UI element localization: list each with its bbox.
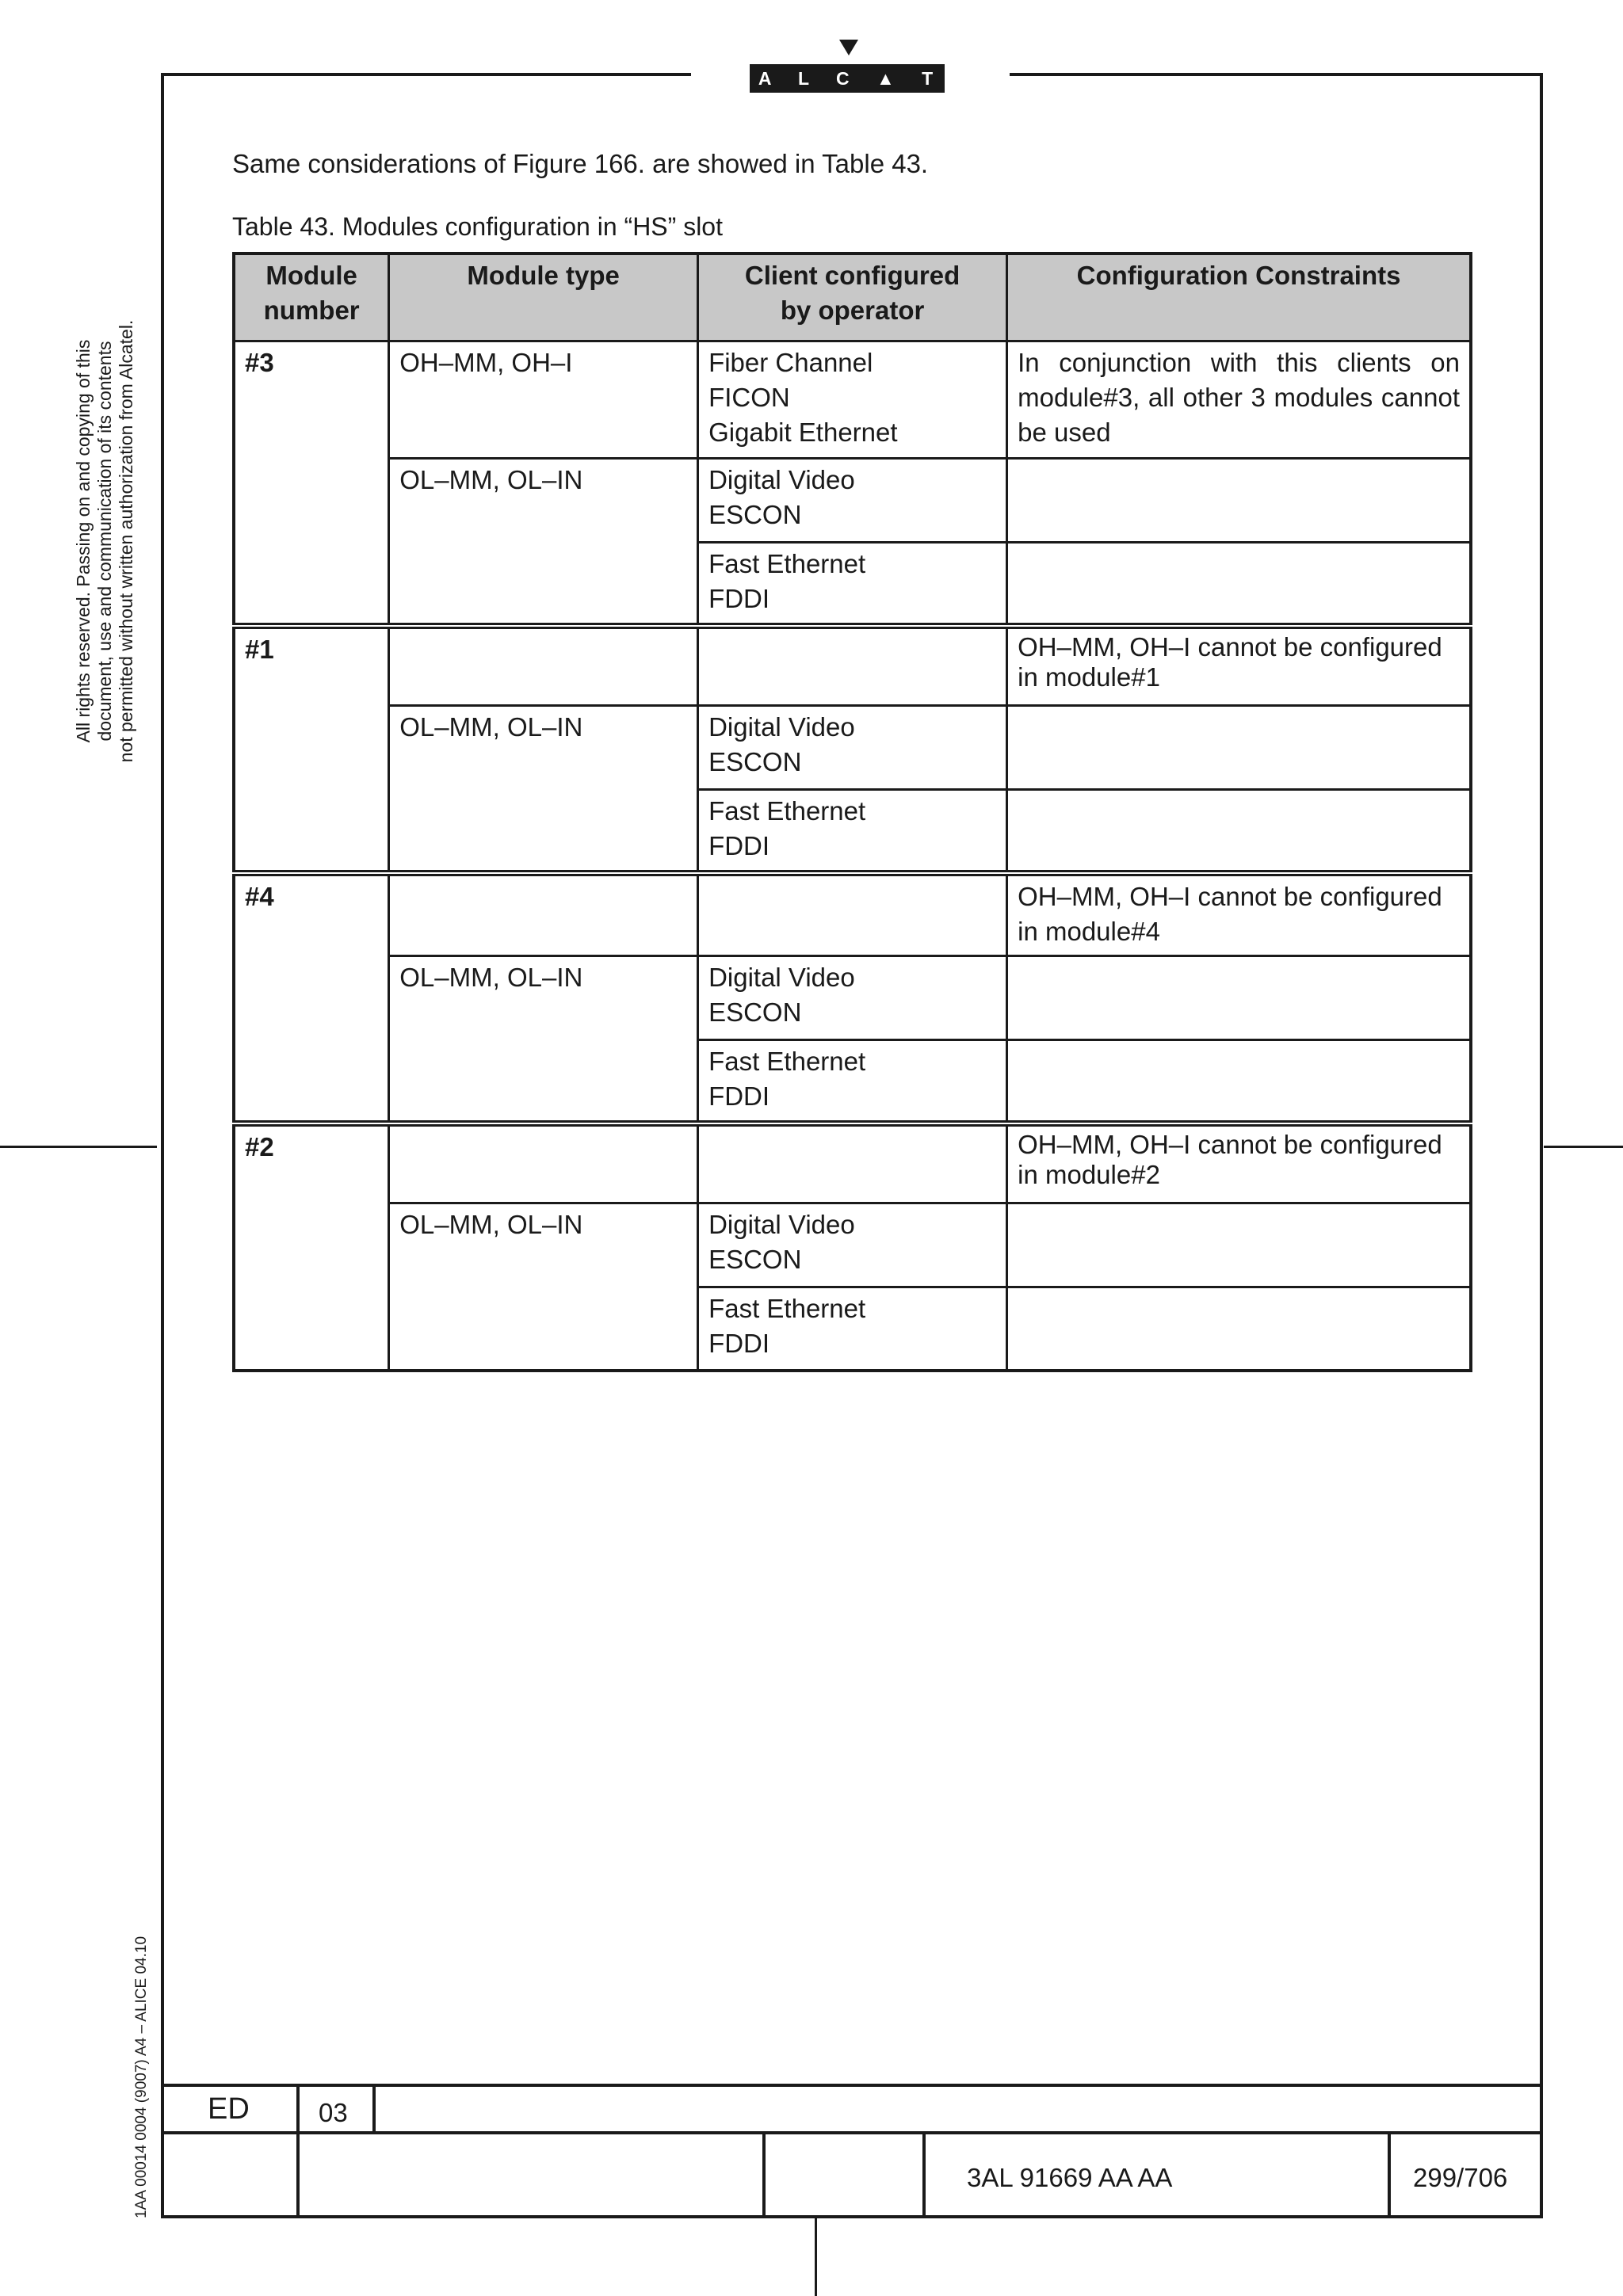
table-row	[234, 626, 1471, 705]
constraint-cell	[1007, 705, 1471, 789]
module-type-cell	[389, 873, 698, 955]
constraint-cell: OH–MM, OH–I cannot be configured in module#4	[1007, 873, 1471, 955]
module-number-cell: #3	[234, 341, 389, 626]
constraint-cell: OH–MM, OH–I cannot be configured in module#2	[1007, 1123, 1471, 1203]
table-row	[234, 341, 1471, 458]
module-number-cell: #2	[234, 1123, 389, 1371]
table-row	[234, 458, 1471, 542]
module-type-cell: OL–MM, OL–IN	[389, 1203, 698, 1371]
table-row	[234, 873, 1471, 955]
footer-divider	[296, 2084, 300, 2218]
client-cell	[698, 1123, 1007, 1203]
module-type-cell: OL–MM, OL–IN	[389, 458, 698, 626]
module-number-cell: #4	[234, 873, 389, 1123]
copyright-line: document, use and communication of its contents	[94, 341, 115, 742]
footer-top-rule	[161, 2084, 1543, 2087]
table-row	[234, 705, 1471, 789]
copyright-notice	[73, 276, 137, 807]
client-cell: Fast Ethernet FDDI	[698, 1039, 1007, 1123]
table-row	[234, 1203, 1471, 1287]
client-cell: Fast Ethernet FDDI	[698, 789, 1007, 873]
footer-divider	[372, 2084, 376, 2133]
client-cell: Digital Video ESCON	[698, 705, 1007, 789]
modules-table	[232, 252, 1472, 1372]
page-number: 299/706	[1413, 2163, 1508, 2192]
constraint-cell	[1007, 542, 1471, 626]
module-number-cell: #1	[234, 626, 389, 873]
module-type-cell: OL–MM, OL–IN	[389, 705, 698, 873]
constraint-cell	[1007, 955, 1471, 1039]
crop-mark-right	[1544, 1146, 1623, 1148]
client-cell: Fast Ethernet FDDI	[698, 1287, 1007, 1371]
module-type-cell: OL–MM, OL–IN	[389, 955, 698, 1123]
footer-divider	[1388, 2131, 1391, 2218]
header-client-configured: Client configured by operator	[698, 254, 1007, 341]
edition-value: 03	[319, 2098, 348, 2127]
client-cell	[698, 873, 1007, 955]
constraint-cell	[1007, 458, 1471, 542]
constraint-cell	[1007, 1203, 1471, 1287]
header-module-number: Module number	[234, 254, 389, 341]
alcatel-logo: A L C ▲ T E L	[750, 64, 945, 93]
constraint-cell	[1007, 1039, 1471, 1123]
table-header-row	[234, 254, 1471, 341]
document-code: 1AA 00014 0004 (9007) A4 – ALICE 04.10	[133, 1936, 150, 2218]
constraint-cell	[1007, 1287, 1471, 1371]
constraint-cell	[1007, 789, 1471, 873]
client-cell: Digital Video ESCON	[698, 955, 1007, 1039]
module-type-cell: OH–MM, OH–I	[389, 341, 698, 458]
crop-mark-bottom	[815, 2218, 817, 2296]
crop-mark-left	[0, 1146, 157, 1148]
constraint-cell: OH–MM, OH–I cannot be configured in module#1	[1007, 626, 1471, 705]
copyright-line: not permitted without written authorization from Alcatel.	[116, 319, 136, 763]
module-type-cell	[389, 1123, 698, 1203]
table-row	[234, 1123, 1471, 1203]
client-cell: Digital Video ESCON	[698, 1203, 1007, 1287]
module-type-cell	[389, 626, 698, 705]
client-cell	[698, 626, 1007, 705]
client-cell: Fiber Channel FICON Gigabit Ethernet	[698, 341, 1007, 458]
copyright-line: All rights reserved. Passing on and copying of this	[73, 339, 94, 743]
client-cell: Fast Ethernet FDDI	[698, 542, 1007, 626]
footer-divider	[922, 2131, 926, 2218]
footer-mid-rule	[161, 2131, 1543, 2134]
footer-divider	[762, 2131, 766, 2218]
table-caption: Table 43. Modules configuration in “HS” slot	[232, 212, 723, 241]
intro-text: Same considerations of Figure 166. are showed in Table 43.	[232, 149, 929, 178]
constraint-cell: In conjunction with this clients on module#3, all other 3 modules cannot be used	[1007, 341, 1471, 458]
header-module-type: Module type	[389, 254, 698, 341]
table-row	[234, 955, 1471, 1039]
header-configuration-constraints: Configuration Constraints	[1007, 254, 1471, 341]
document-number: 3AL 91669 AA AA	[967, 2163, 1173, 2192]
edition-label: ED	[208, 2092, 250, 2126]
client-cell: Digital Video ESCON	[698, 458, 1007, 542]
logo-marker-icon	[839, 40, 858, 55]
